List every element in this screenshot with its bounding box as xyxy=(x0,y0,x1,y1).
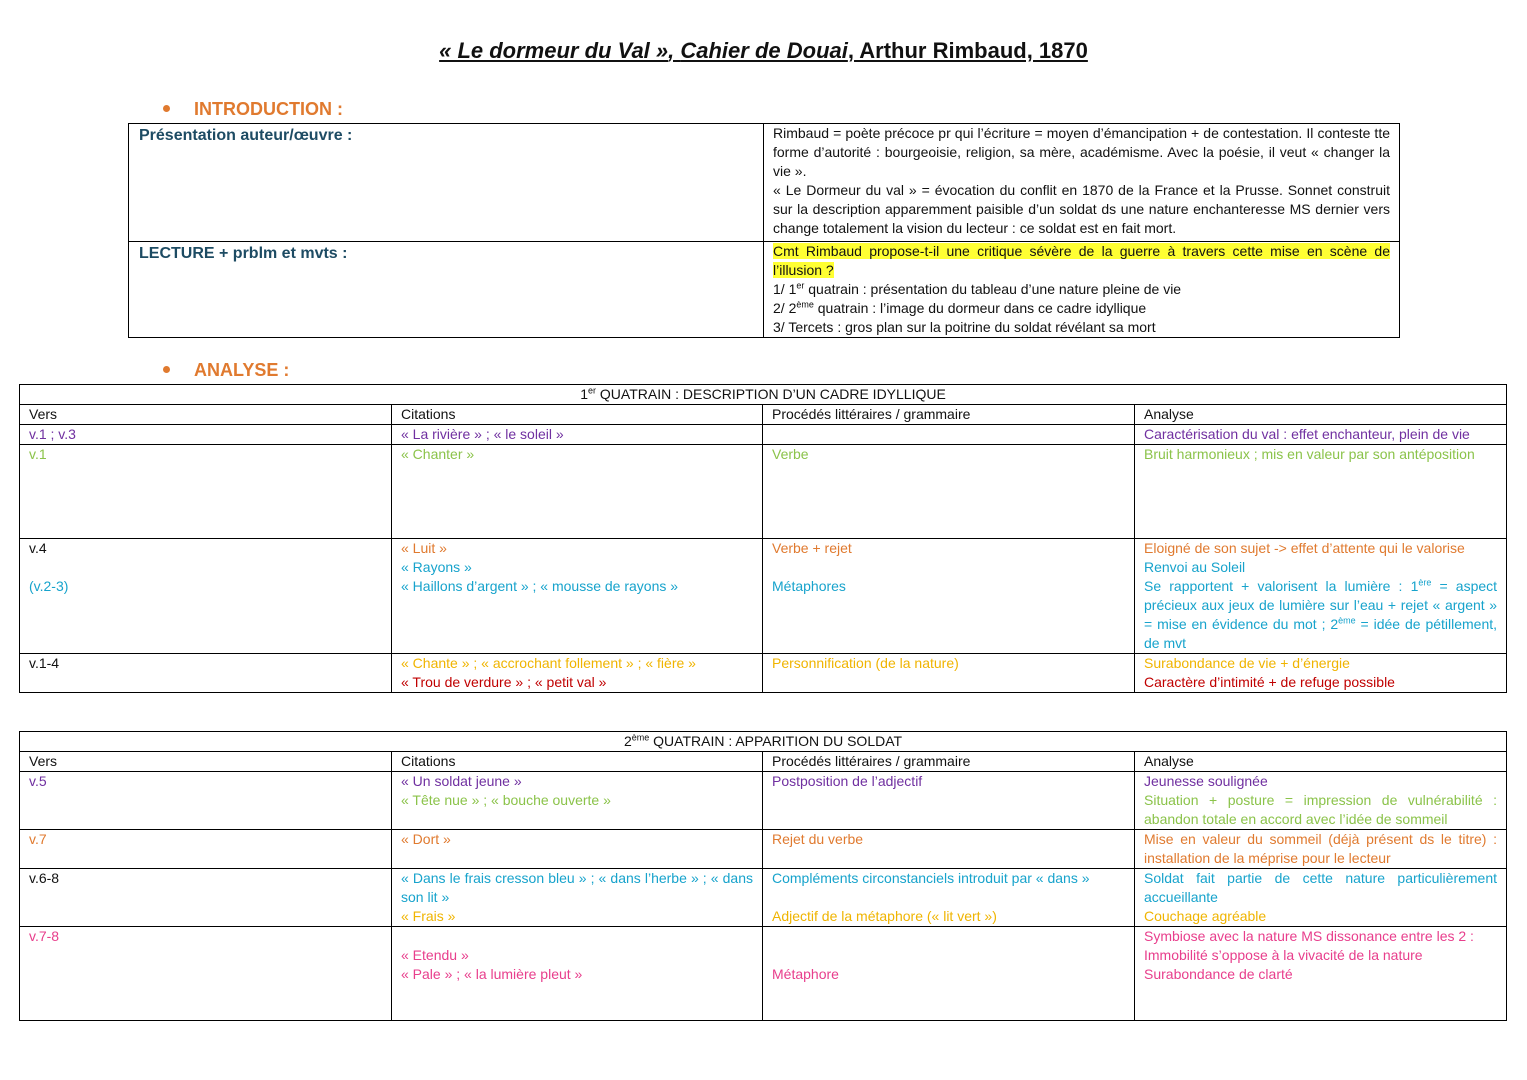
cell-procede: Verbe + rejet Métaphores xyxy=(763,539,1135,654)
table-row xyxy=(20,927,1507,1021)
cell-vers: v.1 xyxy=(20,445,392,539)
cell-vers: v.5 xyxy=(20,772,392,830)
intro-presentation-content xyxy=(764,124,1400,242)
quatrain-2-table xyxy=(19,731,1507,1021)
bullet-icon xyxy=(163,105,170,112)
title-author: , Arthur Rimbaud, 1870 xyxy=(847,38,1088,63)
column-header-analyse: Analyse xyxy=(1135,752,1507,772)
column-header-vers: Vers xyxy=(20,405,392,425)
page-title xyxy=(0,38,1527,64)
table-row xyxy=(20,539,1507,654)
cell-vers: v.1-4 xyxy=(20,654,392,693)
title-poem: « Le dormeur du Val » xyxy=(439,38,669,63)
column-header-citations: Citations xyxy=(392,405,763,425)
cell-analyse: Eloigné de son sujet -> effet d’attente qui le valorise Renvoi au Soleil Se rapportent + valorisent la lumière : 1ère = aspect précieux aux jeux de lumière sur l’eau + rejet « argent » = mise en évidence du mot ; 2ème = idée de pétillement, de mvt xyxy=(1135,539,1507,654)
cell-procede: Verbe xyxy=(763,445,1135,539)
cell-citation: « La rivière » ; « le soleil » xyxy=(392,425,763,445)
cell-analyse: Symbiose avec la nature MS dissonance entre les 2 : Immobilité s’oppose à la vivacité de la nature Surabondance de clarté xyxy=(1135,927,1507,1021)
table-row xyxy=(20,425,1507,445)
column-header-procedes: Procédés littéraires / grammaire xyxy=(763,405,1135,425)
cell-procede: Compléments circonstanciels introduit par « dans » Adjectif de la métaphore (« lit vert ») xyxy=(763,869,1135,927)
cell-analyse: Bruit harmonieux ; mis en valeur par son antéposition xyxy=(1135,445,1507,539)
column-header-procedes: Procédés littéraires / grammaire xyxy=(763,752,1135,772)
cell-procede: Métaphore xyxy=(763,927,1135,1021)
intro-presentation-line: Rimbaud = poète précoce pr qui l’écriture = moyen d’émancipation + de contestation. Il conteste tte forme d’autorité : bourgeoisie, religion, sa mère, académisme. Avec la poésie, il veut « changer la vie ». xyxy=(773,125,1390,179)
cell-citation: « Chante » ; « accrochant follement » ; « fière » « Trou de verdure » ; « petit val » xyxy=(392,654,763,693)
analyse-heading-text: ANALYSE : xyxy=(194,360,290,380)
quatrain-1-table xyxy=(19,384,1507,693)
cell-vers: v.4 (v.2-3) xyxy=(20,539,392,654)
quatrain-1-title: 1er QUATRAIN : DESCRIPTION D’UN CADRE IDYLLIQUE xyxy=(20,385,1507,405)
column-header-citations: Citations xyxy=(392,752,763,772)
cell-citation: « Chanter » xyxy=(392,445,763,539)
intro-lecture-content xyxy=(764,242,1400,338)
cell-analyse: Caractérisation du val : effet enchanteur, plein de vie xyxy=(1135,425,1507,445)
cell-vers: v.7-8 xyxy=(20,927,392,1021)
cell-citation: « Dort » xyxy=(392,830,763,869)
cell-analyse: Jeunesse soulignée Situation + posture = impression de vulnérabilité : abandon totale en accord avec l’idée de sommeil xyxy=(1135,772,1507,830)
cell-procede: Postposition de l’adjectif xyxy=(763,772,1135,830)
table-row xyxy=(20,654,1507,693)
problematique-highlight: Cmt Rimbaud propose-t-il une critique sévère de la guerre à travers cette mise en scène de l’illusion ? xyxy=(773,243,1390,278)
quatrain-2-title: 2ème QUATRAIN : APPARITION DU SOLDAT xyxy=(20,732,1507,752)
cell-analyse: Mise en valeur du sommeil (déjà présent ds le titre) : installation de la méprise pour le lecteur xyxy=(1135,830,1507,869)
cell-vers: v.7 xyxy=(20,830,392,869)
cell-vers: v.6-8 xyxy=(20,869,392,927)
title-sep: , xyxy=(668,38,681,63)
cell-citation: « Etendu » « Pale » ; « la lumière pleut » xyxy=(392,927,763,1021)
cell-analyse: Soldat fait partie de cette nature particulièrement accueillante Couchage agréable xyxy=(1135,869,1507,927)
cell-analyse: Surabondance de vie + d’énergie Caractère d’intimité + de refuge possible xyxy=(1135,654,1507,693)
table-row xyxy=(20,869,1507,927)
cell-procede xyxy=(763,425,1135,445)
table-row xyxy=(20,830,1507,869)
cell-procede: Rejet du verbe xyxy=(763,830,1135,869)
intro-label-lecture: LECTURE + prblm et mvts : xyxy=(129,242,764,338)
cell-procede: Personnification (de la nature) xyxy=(763,654,1135,693)
table-row xyxy=(20,772,1507,830)
cell-citation: « Un soldat jeune » « Tête nue » ; « bouche ouverte » xyxy=(392,772,763,830)
mouvement-2: 2/ 2ème quatrain : l’image du dormeur dans ce cadre idyllique xyxy=(773,299,1147,316)
table-row xyxy=(20,445,1507,539)
intro-heading xyxy=(163,99,343,120)
column-header-vers: Vers xyxy=(20,752,392,772)
cell-citation: « Dans le frais cresson bleu » ; « dans l’herbe » ; « dans son lit » « Frais » xyxy=(392,869,763,927)
mouvement-3: 3/ Tercets : gros plan sur la poitrine du soldat révélant sa mort xyxy=(773,319,1156,335)
analyse-heading xyxy=(163,360,289,381)
intro-label-presentation: Présentation auteur/œuvre : xyxy=(129,124,764,242)
intro-presentation-line: « Le Dormeur du val » = évocation du conflit en 1870 de la France et la Prusse. Sonnet construit sur la description apparemment paisible d’un soldat ds une nature enchanteresse MS dernier vers change totalement la vision du lecteur : ce soldat est en fait mort. xyxy=(773,182,1390,236)
intro-table xyxy=(128,123,1400,338)
cell-vers: v.1 ; v.3 xyxy=(20,425,392,445)
mouvement-1: 1/ 1er quatrain : présentation du tableau d’une nature pleine de vie xyxy=(773,280,1182,297)
column-header-analyse: Analyse xyxy=(1135,405,1507,425)
intro-heading-text: INTRODUCTION : xyxy=(194,99,343,119)
bullet-icon xyxy=(163,366,170,373)
cell-citation: « Luit » « Rayons » « Haillons d’argent » ; « mousse de rayons » xyxy=(392,539,763,654)
title-collection: Cahier de Douai xyxy=(680,38,848,63)
